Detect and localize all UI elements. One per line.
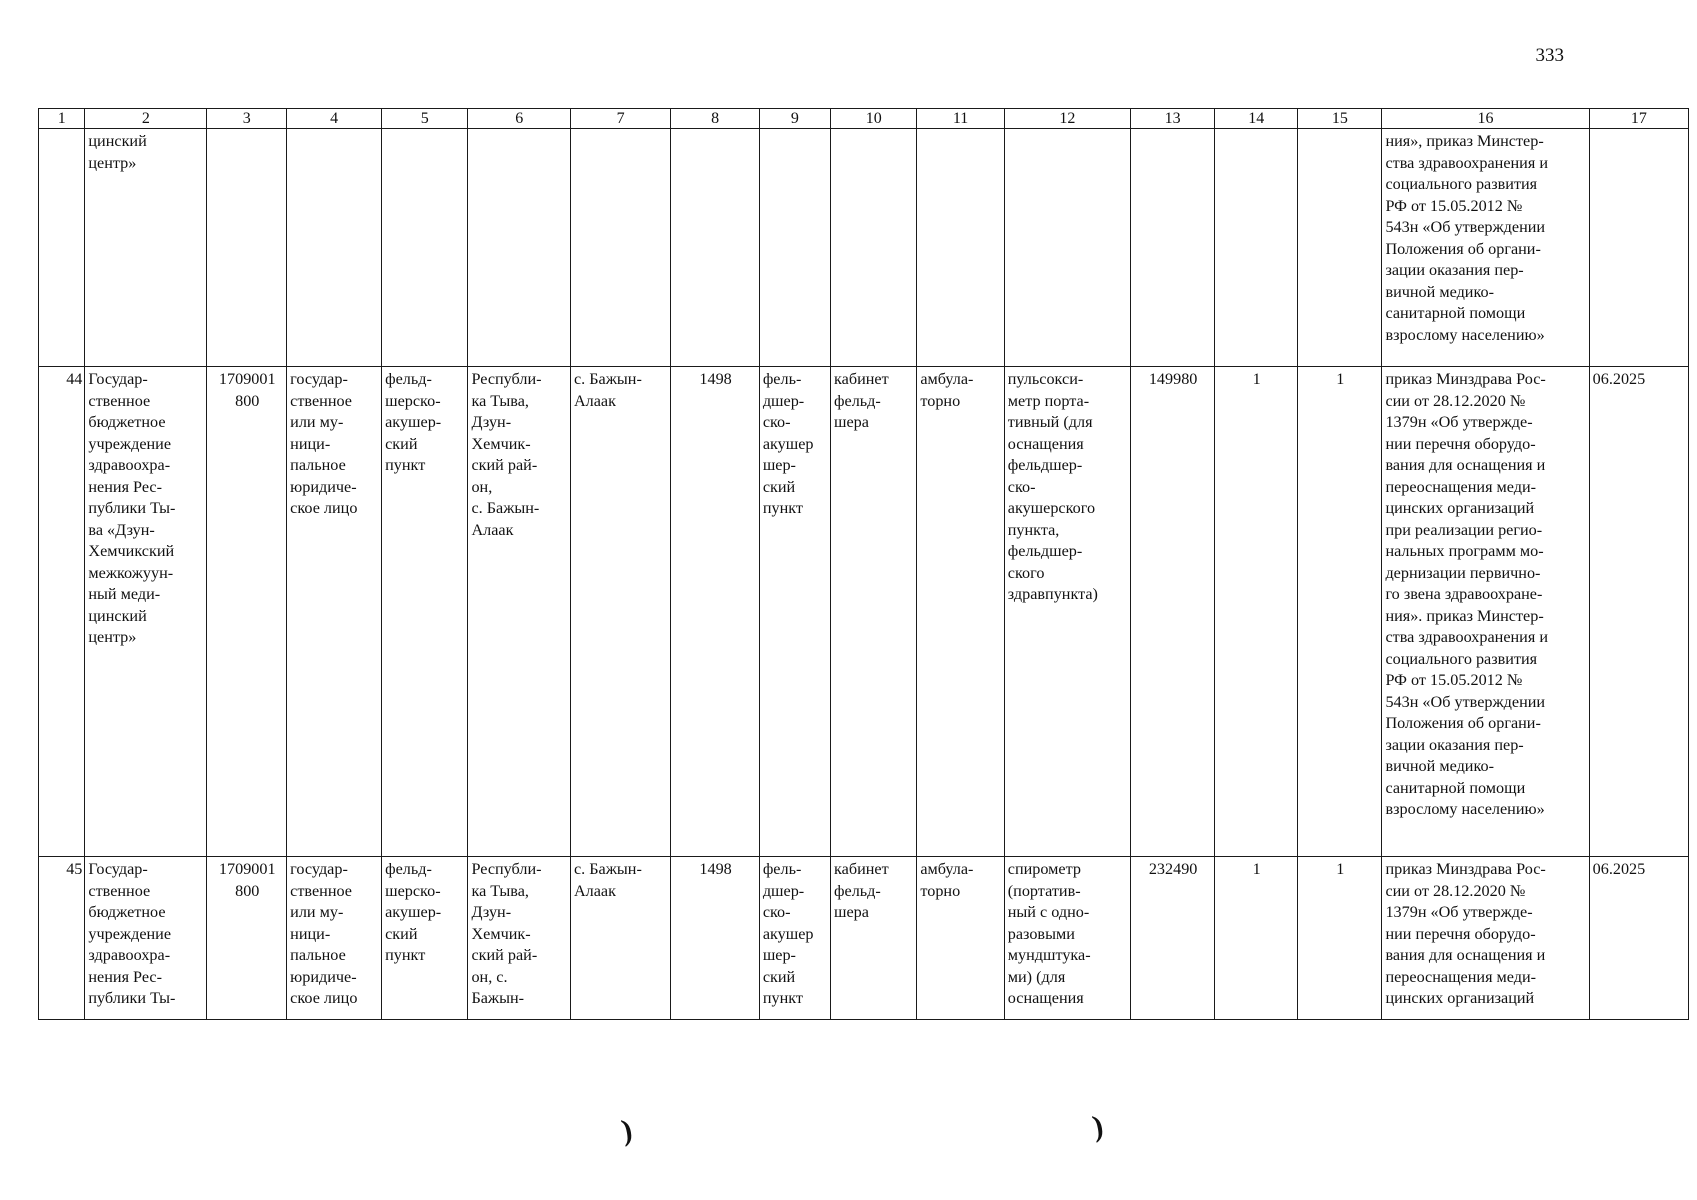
table-cell: кабинет фельд- шера	[831, 857, 917, 1020]
column-header: 13	[1131, 109, 1215, 129]
table-cell: приказ Минздрава Рос- сии от 28.12.2020 № 1379н «Об утвержде- нии перечня оборудо- вания для оснащения и переоснащения меди- цинских организаций	[1382, 857, 1589, 1020]
table-cell: 1498	[671, 857, 759, 1020]
table-cell: фель- дшер- ско- акушер шер- ский пункт	[759, 367, 830, 857]
column-header: 2	[85, 109, 207, 129]
column-header: 6	[468, 109, 571, 129]
table-cell: с. Бажын- Алаак	[570, 857, 670, 1020]
table-cell: 149980	[1131, 367, 1215, 857]
header-row	[39, 109, 1689, 129]
table-cell: 232490	[1131, 857, 1215, 1020]
table-cell: фель- дшер- ско- акушер шер- ский пункт	[759, 857, 830, 1020]
table-cell: спирометр (портатив- ный с одно- разовыми мундштука- ми) (для оснащения	[1004, 857, 1130, 1020]
table-cell: Республи- ка Тыва, Дзун- Хемчик- ский рай- он, с. Бажын- Алаак	[468, 367, 571, 857]
table-cell: приказ Минздрава Рос- сии от 28.12.2020 № 1379н «Об утвержде- нии перечня оборудо- вания для оснащения и переоснащения меди- цинских организаций при реализации регио- нальных программ мо- дернизации первично- го звена здравоохране- ния». приказ Минстер- ства здравоохранения и социального развития РФ от 15.05.2012 № 543н «Об утверждении Положения об органи- зации оказания пер- вичной медико- санитарной помощи взрослому населению»	[1382, 367, 1589, 857]
table-cell	[207, 129, 287, 367]
table-cell: кабинет фельд- шера	[831, 367, 917, 857]
table-cell: государ- ственное или му- ници- пальное юридиче- ское лицо	[287, 367, 382, 857]
handwritten-mark: )	[1090, 1109, 1106, 1144]
column-header: 14	[1215, 109, 1298, 129]
table-cell: Государ- ственное бюджетное учреждение здравоохра- нения Рес- публики Ты- ва «Дзун- Хемчикский межкожуун- ный меди- цинский центр»	[85, 367, 207, 857]
table-cell	[570, 129, 670, 367]
table-cell: 1709001 800	[207, 367, 287, 857]
table-cell: 45	[39, 857, 85, 1020]
table-cell: 1	[1215, 367, 1298, 857]
table-cell	[831, 129, 917, 367]
column-header: 5	[382, 109, 468, 129]
table-cell: фельд- шерско- акушер- ский пункт	[382, 367, 468, 857]
table-cell: ния», приказ Минстер- ства здравоохранения и социального развития РФ от 15.05.2012 № 543н «Об утверждении Положения об органи- зации оказания пер- вичной медико- санитарной помощи взрослому населению»	[1382, 129, 1589, 367]
table-cell	[287, 129, 382, 367]
table-cell	[382, 129, 468, 367]
table-cell: 1	[1215, 857, 1298, 1020]
table-cell: 44	[39, 367, 85, 857]
column-header: 11	[917, 109, 1004, 129]
table-cell: 1	[1298, 857, 1382, 1020]
table-cell: 06.2025	[1589, 857, 1688, 1020]
table-cell: амбула- торно	[917, 367, 1004, 857]
table-row	[39, 129, 1689, 367]
page-number: 333	[1535, 45, 1564, 66]
table-cell: фельд- шерско- акушер- ский пункт	[382, 857, 468, 1020]
column-header: 4	[287, 109, 382, 129]
column-header: 8	[671, 109, 759, 129]
column-header: 12	[1004, 109, 1130, 129]
table-cell	[468, 129, 571, 367]
table-cell: с. Бажын- Алаак	[570, 367, 670, 857]
table-cell	[1298, 129, 1382, 367]
table-row	[39, 367, 1689, 857]
table-cell	[39, 129, 85, 367]
table-cell	[1131, 129, 1215, 367]
register-table	[38, 108, 1689, 1020]
table-row	[39, 857, 1689, 1020]
table-cell	[1004, 129, 1130, 367]
table-cell: 1	[1298, 367, 1382, 857]
table-cell: 1498	[671, 367, 759, 857]
column-header: 7	[570, 109, 670, 129]
column-header: 1	[39, 109, 85, 129]
table-cell: пульсокси- метр порта- тивный (для оснащения фельдшер- ско- акушерского пункта, фельдшер- ского здравпункта)	[1004, 367, 1130, 857]
column-header: 10	[831, 109, 917, 129]
table-cell: Государ- ственное бюджетное учреждение здравоохра- нения Рес- публики Ты-	[85, 857, 207, 1020]
column-header: 15	[1298, 109, 1382, 129]
table-cell	[759, 129, 830, 367]
table-cell: цинский центр»	[85, 129, 207, 367]
table-cell: Республи- ка Тыва, Дзун- Хемчик- ский рай- он, с. Бажын-	[468, 857, 571, 1020]
table-cell	[1589, 129, 1688, 367]
table-cell	[671, 129, 759, 367]
table-cell	[917, 129, 1004, 367]
column-header: 9	[759, 109, 830, 129]
column-header: 3	[207, 109, 287, 129]
table-cell: 1709001 800	[207, 857, 287, 1020]
handwritten-mark: )	[619, 1113, 635, 1148]
column-header: 16	[1382, 109, 1589, 129]
table-cell: амбула- торно	[917, 857, 1004, 1020]
table-cell: 06.2025	[1589, 367, 1688, 857]
table-cell: государ- ственное или му- ници- пальное юридиче- ское лицо	[287, 857, 382, 1020]
table-cell	[1215, 129, 1298, 367]
column-header: 17	[1589, 109, 1688, 129]
